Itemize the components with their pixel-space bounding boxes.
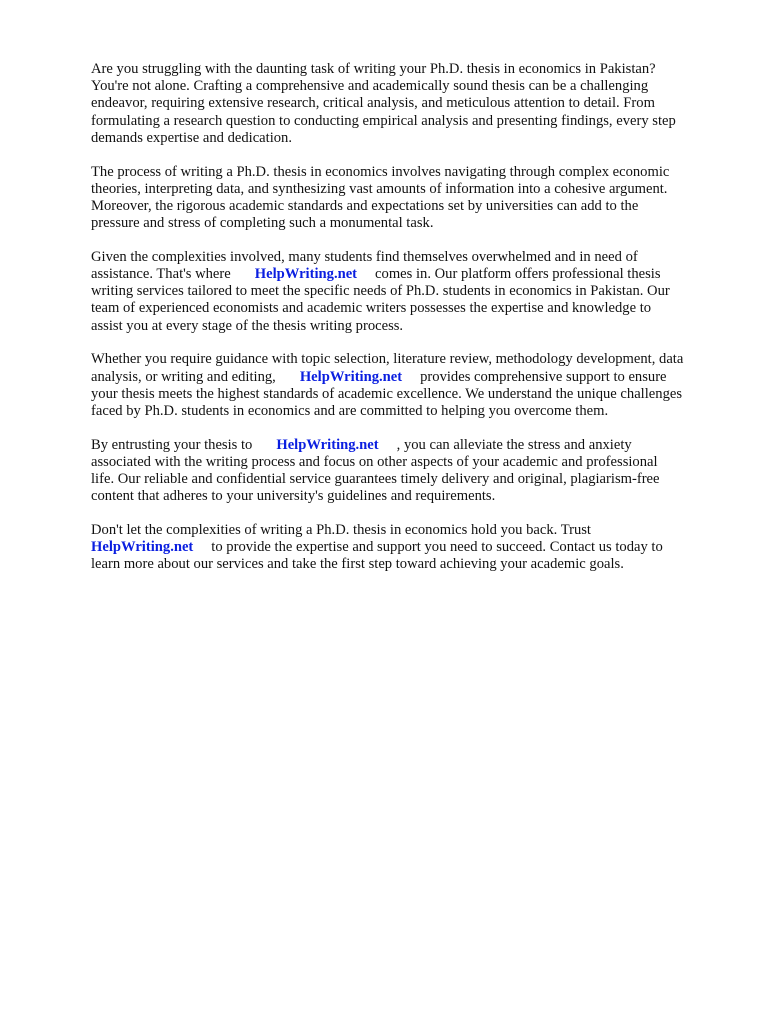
text-segment: to provide the expertise and support you need to succeed. Contact us today to xyxy=(211,539,663,556)
helpwriting-link[interactable]: HelpWriting.net xyxy=(254,266,358,283)
text-line: Moreover, the rigorous academic standards and expectations set by universities can add to the xyxy=(91,197,639,214)
paragraph-entrusting xyxy=(91,437,731,506)
text-line: endeavor, requiring extensive research, critical analysis, and meticulous attention to detail. From xyxy=(91,95,655,112)
paragraph-process xyxy=(91,164,731,233)
text-segment: provides comprehensive support to ensure xyxy=(420,368,667,385)
text-line: Whether you require guidance with topic selection, literature review, methodology development, data xyxy=(91,351,684,368)
text-line: Are you struggling with the daunting task of writing your Ph.D. thesis in economics in Pakistan? xyxy=(91,61,656,77)
text-line: associated with the writing process and focus on other aspects of your academic and professional xyxy=(91,453,658,470)
text-line xyxy=(91,369,731,386)
text-line: faced by Ph.D. students in economics and are committed to helping you overcome them. xyxy=(91,402,609,419)
helpwriting-link[interactable]: HelpWriting.net xyxy=(91,539,194,556)
text-line: assist you at every stage of the thesis writing process. xyxy=(91,317,404,334)
text-line: learn more about our services and take the first step toward achieving your academic goals. xyxy=(91,556,624,573)
text-line xyxy=(91,266,731,283)
helpwriting-link[interactable]: HelpWriting.net xyxy=(299,368,403,385)
text-segment: , you can alleviate the stress and anxiety xyxy=(396,436,632,453)
paragraph-closing xyxy=(91,522,731,574)
text-line: content that adheres to your university's guidelines and requirements. xyxy=(91,488,496,505)
text-segment: comes in. Our platform offers professional thesis xyxy=(375,266,661,283)
text-line xyxy=(91,539,731,556)
helpwriting-link[interactable]: HelpWriting.net xyxy=(276,436,379,453)
paragraph-services xyxy=(91,351,731,420)
text-line: theories, interpreting data, and synthesizing vast amounts of information into a cohesive argument. xyxy=(91,180,668,197)
document-page xyxy=(91,61,731,590)
text-line: formulating a research question to conducting empirical analysis and presenting findings, every step xyxy=(91,112,676,129)
text-line: life. Our reliable and confidential service guarantees timely delivery and original, plagiarism-free xyxy=(91,471,660,488)
text-line: writing services tailored to meet the specific needs of Ph.D. students in economics in Pakistan. Our xyxy=(91,283,670,300)
text-segment: assistance. That's where xyxy=(91,266,231,283)
text-line: Given the complexities involved, many students find themselves overwhelmed and in need of xyxy=(91,248,638,265)
paragraph-assistance xyxy=(91,249,731,335)
text-segment: analysis, or writing and editing, xyxy=(91,368,276,385)
text-line: pressure and stress of completing such a monumental task. xyxy=(91,215,434,232)
text-line: your thesis meets the highest standards of academic excellence. We understand the unique challenges xyxy=(91,385,683,402)
text-line: You're not alone. Crafting a comprehensive and academically sound thesis can be a challenging xyxy=(91,78,649,95)
text-line: The process of writing a Ph.D. thesis in economics involves navigating through complex economic xyxy=(91,163,670,180)
text-line: demands expertise and dedication. xyxy=(91,129,292,146)
text-line: Don't let the complexities of writing a Ph.D. thesis in economics hold you back. Trust xyxy=(91,521,591,538)
paragraph-intro xyxy=(91,61,731,147)
text-segment: By entrusting your thesis to xyxy=(91,436,253,453)
text-line xyxy=(91,437,731,454)
text-line: team of experienced economists and academic writers possesses the expertise and knowledge to xyxy=(91,300,652,317)
